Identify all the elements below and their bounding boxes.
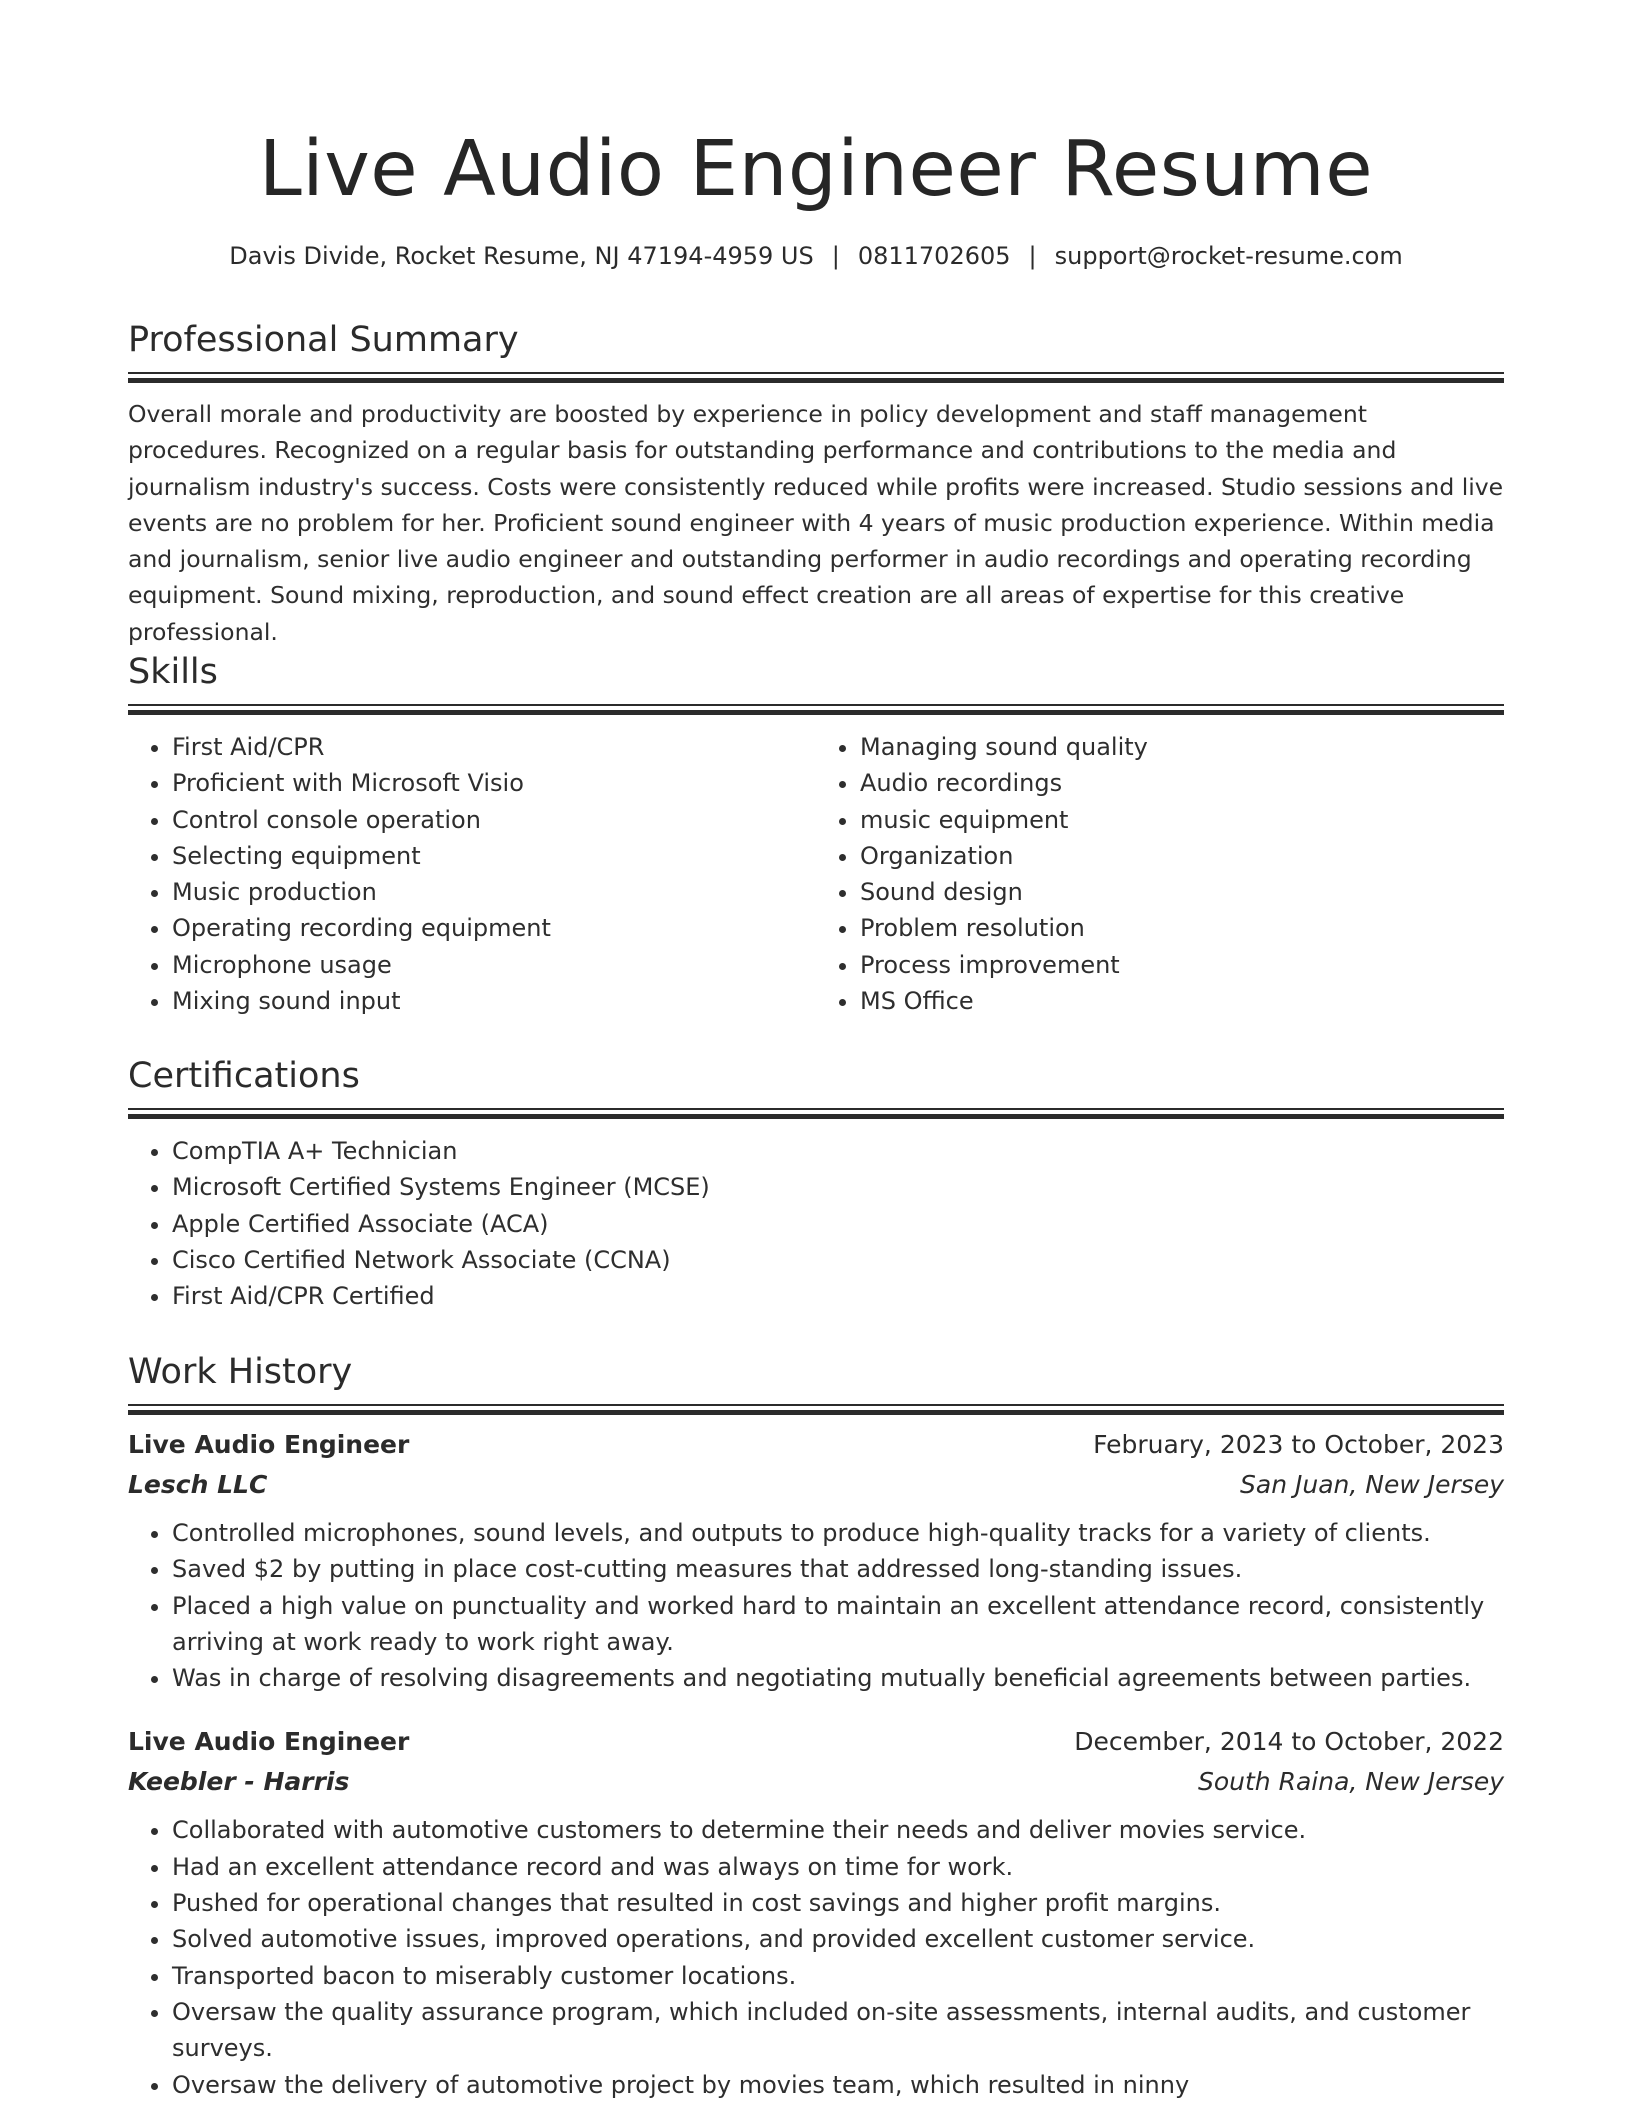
job-title: Live Audio Engineer bbox=[128, 1430, 410, 1459]
skill-item: • Operating recording equipment bbox=[172, 910, 816, 946]
summary-text: Overall morale and productivity are boosted by experience in policy development and staff management procedures. Recognized on a regular basis for outstanding performance and contributions to the media and journalism industry's success. Costs were consistently reduced while profits were increased. Studio sessions and live events are no problem for her. Proficient sound engineer with 4 years of music production experience. Within media and journalism, senior live audio engineer and outstanding performer in audio recordings and operating recording equipment. Sound mixing, reproduction, and sound effect creation are all areas of expertise for this creative professional. bbox=[128, 400, 1504, 646]
job-bullet: • Placed a high value on punctuality and worked hard to maintain an excellent attendance record, consistently arriving at work ready to work right away. bbox=[172, 1588, 1504, 1661]
job-employer: Lesch LLC bbox=[128, 1470, 268, 1499]
certifications-heading: Certifications bbox=[128, 1056, 360, 1096]
job-title: Live Audio Engineer bbox=[128, 1727, 410, 1757]
skill-item: • Microphone usage bbox=[172, 947, 816, 983]
skill-item: • Music production bbox=[172, 874, 816, 910]
skill-item: • Organization bbox=[860, 838, 1504, 874]
contact-separator: | bbox=[831, 242, 840, 270]
job-dates: February, 2023 to October, 2023 bbox=[1093, 1430, 1504, 1459]
job-dates: December, 2014 to October, 2022 bbox=[1074, 1727, 1504, 1757]
job-bullet: • Controlled microphones, sound levels, and outputs to produce high-quality tracks for a variety of clients. bbox=[172, 1515, 1504, 1551]
skills-section bbox=[128, 648, 1504, 1019]
skill-item: • Managing sound quality bbox=[860, 729, 1504, 765]
job-header-row bbox=[128, 1722, 1504, 1762]
skill-item: • Proficient with Microsoft Visio bbox=[172, 765, 816, 801]
certification-item: • Cisco Certified Network Associate (CCNA) bbox=[172, 1242, 1504, 1278]
certification-item: • CompTIA A+ Technician bbox=[172, 1133, 1504, 1169]
skills-grid bbox=[128, 729, 1504, 1019]
job-bullet: • Saved $2 by putting in place cost-cutting measures that addressed long-standing issues. bbox=[172, 1551, 1504, 1587]
job-employer-row bbox=[128, 1465, 1504, 1505]
job-header-row bbox=[128, 1425, 1504, 1465]
skills-list-right bbox=[816, 729, 1504, 1019]
skill-item: • Problem resolution bbox=[860, 910, 1504, 946]
skills-heading: Skills bbox=[128, 652, 218, 692]
resume-title: Live Audio Engineer Resume bbox=[258, 125, 1374, 214]
certification-item: • Apple Certified Associate (ACA) bbox=[172, 1206, 1504, 1242]
skill-item: • music equipment bbox=[860, 802, 1504, 838]
job-entry bbox=[128, 1722, 1504, 2102]
section-divider bbox=[128, 1108, 1504, 1119]
job-bullet: • Had an excellent attendance record and was always on time for work. bbox=[172, 1849, 1504, 1885]
skill-item: • Mixing sound input bbox=[172, 983, 816, 1019]
skill-item: • Control console operation bbox=[172, 802, 816, 838]
job-bullets bbox=[128, 1812, 1504, 2102]
contact-email: support@rocket-resume.com bbox=[1054, 242, 1403, 270]
job-bullets bbox=[128, 1515, 1504, 1696]
job-bullet: • Was in charge of resolving disagreements and negotiating mutually beneficial agreements between parties. bbox=[172, 1660, 1504, 1696]
section-divider bbox=[128, 372, 1504, 383]
certification-item: • First Aid/CPR Certified bbox=[172, 1278, 1504, 1314]
contact-separator: | bbox=[1028, 242, 1037, 270]
job-employer-row bbox=[128, 1762, 1504, 1802]
job-employer: Keebler - Harris bbox=[128, 1767, 350, 1797]
contact-line bbox=[128, 238, 1504, 274]
contact-address: Davis Divide, Rocket Resume, NJ 47194-4959 US bbox=[229, 242, 814, 270]
job-bullet: • Oversaw the quality assurance program, which included on-site assessments, internal audits, and customer surveys. bbox=[172, 1994, 1504, 2067]
skill-item: • MS Office bbox=[860, 983, 1504, 1019]
job-bullet: • Oversaw the delivery of automotive project by movies team, which resulted in ninny bbox=[172, 2067, 1504, 2103]
job-entry bbox=[128, 1425, 1504, 1696]
work-history-heading: Work History bbox=[128, 1352, 353, 1392]
skill-item: • Selecting equipment bbox=[172, 838, 816, 874]
certification-item: • Microsoft Certified Systems Engineer (MCSE) bbox=[172, 1169, 1504, 1205]
summary-section bbox=[128, 316, 1504, 650]
certifications-section bbox=[128, 1052, 1504, 1314]
skill-item: • Process improvement bbox=[860, 947, 1504, 983]
contact-phone: 0811702605 bbox=[857, 242, 1011, 270]
work-history-section bbox=[128, 1348, 1504, 2103]
section-divider bbox=[128, 704, 1504, 715]
job-location: South Raina, New Jersey bbox=[1197, 1767, 1504, 1797]
section-divider bbox=[128, 1404, 1504, 1415]
skill-item: • Audio recordings bbox=[860, 765, 1504, 801]
job-bullet: • Solved automotive issues, improved operations, and provided excellent customer service. bbox=[172, 1921, 1504, 1957]
skills-list-left bbox=[128, 729, 816, 1019]
job-bullet: • Pushed for operational changes that resulted in cost savings and higher profit margins. bbox=[172, 1885, 1504, 1921]
skill-item: • First Aid/CPR bbox=[172, 729, 816, 765]
job-bullet: • Collaborated with automotive customers to determine their needs and deliver movies service. bbox=[172, 1812, 1504, 1848]
certifications-list bbox=[128, 1133, 1504, 1314]
summary-heading: Professional Summary bbox=[128, 320, 519, 360]
job-location: San Juan, New Jersey bbox=[1240, 1470, 1504, 1499]
job-bullet: • Transported bacon to miserably customer locations. bbox=[172, 1958, 1504, 1994]
skill-item: • Sound design bbox=[860, 874, 1504, 910]
